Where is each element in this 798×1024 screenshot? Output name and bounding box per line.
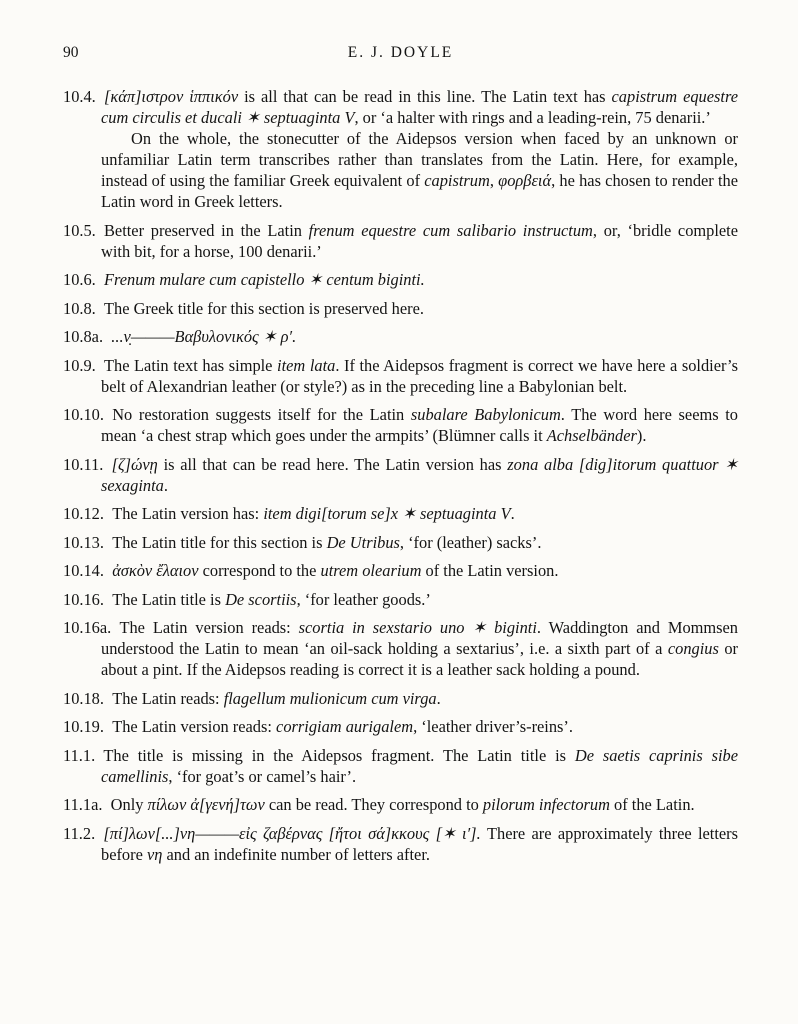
entry-text-italic: [κάπ]ιστρον ἱππικόν (103, 87, 239, 106)
entry-label: 11.2. (63, 823, 96, 843)
entry-text: is all that can be read in this line. The Latin text has (238, 87, 612, 106)
entry-label: 10.11. (63, 454, 104, 474)
entry-text: , ‘for leather goods.’ (296, 589, 431, 609)
entry-text-italic: Frenum mulare cum capistello ✶ centum biginti. (103, 270, 425, 289)
entry-text: , ‘for (leather) sacks’. (399, 532, 542, 552)
entry-paragraph (63, 617, 738, 680)
entry-text: of the Latin. (609, 795, 695, 814)
entry-paragraph (63, 298, 738, 319)
entry-label: 10.18. (63, 688, 104, 708)
entry-text: , or ‘a halter with rings and a leading-rein, 75 denarii.’ (354, 108, 711, 127)
entry-text-italic: corrigiam aurigalem (276, 717, 414, 736)
entry-label: 10.5. (63, 220, 96, 240)
entry-text: of the Latin version. (421, 561, 559, 580)
entry-text-italic: [ζ]ώνῃ (111, 454, 158, 474)
entry-text-italic: pilorum infectorum (482, 795, 610, 814)
entry-text: No restoration suggests itself for the Latin (112, 405, 411, 424)
page-number: 90 (63, 44, 79, 61)
entry-text-italic: scortia in sexstario uno ✶ biginti (298, 618, 537, 637)
entry-paragraph (63, 823, 738, 865)
entry-text: The Greek title for this section is preserved here. (103, 298, 424, 318)
entry-label: 10.16. (63, 589, 104, 609)
entry-text: The Latin version has: (112, 504, 264, 523)
entry-text: , he has chosen to render the Latin word in Greek letters. (101, 171, 738, 211)
entry-text-italic: flagellum mulionicum cum virga (223, 688, 437, 708)
entry-text: can be read. They correspond to (264, 795, 483, 814)
entry-text-italic: [πί]λων[...]νη———εἰς ζαβέρνας [ἤτοι σά]κκους [✶ ι′]. (103, 823, 481, 843)
entry-paragraph (63, 128, 738, 212)
entry-text: correspond to the (198, 561, 321, 580)
entry-text: or about a pint. If the Aidepsos reading is correct it is a leather sack holding a pound. (101, 639, 738, 679)
entry-label: 10.13. (63, 532, 104, 552)
entry-label: 10.16a. (63, 618, 112, 637)
entry-label: 10.14. (63, 561, 104, 580)
entry-text: The Latin reads: (112, 688, 224, 708)
entry-paragraph (63, 503, 738, 524)
entry-text-italic: congius (667, 639, 719, 658)
entry-text-italic: frenum equestre cum salibario instructum (308, 220, 593, 240)
entry-text: , ‘for goat’s or camel’s hair’. (168, 766, 357, 786)
entry-paragraph (63, 220, 738, 262)
entry-label: 10.6. (63, 270, 96, 289)
entry-paragraph (63, 86, 738, 128)
entry-text: The Latin version reads: (112, 717, 277, 736)
entry-text-italic: item lata (277, 355, 336, 375)
entry-text: . The word here seems to mean ‘a chest strap which goes under the armpits’ (Blümner calls it (101, 405, 738, 445)
entry-text-italic: Achselbänder (546, 426, 637, 445)
entry-paragraph (63, 745, 738, 787)
entry-paragraph (63, 688, 738, 709)
entry-label: 10.8a. (63, 327, 104, 346)
entry-label: 10.19. (63, 717, 104, 736)
entry-text-italic: capistrum (424, 171, 490, 190)
entry-paragraph (63, 454, 738, 496)
entry-paragraph (63, 589, 738, 610)
entry-text-italic: πίλων ἀ[γενή]των (147, 795, 265, 814)
entry-paragraph (63, 794, 738, 815)
entry-text-italic: zona alba [dig]itorum quattuor ✶ sexaginta (101, 454, 739, 495)
entry-text-italic: utrem olearium (320, 561, 422, 580)
entry-text-italic: subalare Babylonicum (410, 405, 561, 424)
entry-text-italic: capistrum equestre cum circulis et ducali ✶ septuaginta V (101, 87, 738, 127)
entry-text-italic: De saetis caprinis sibe camellinis (101, 745, 738, 786)
entry-text: On the whole, the stonecutter of the Aidepsos version when faced by an unknown or unfamiliar Latin term transcribes rather than translates from the Latin. Here, for example, instead of using the familiar Greek equivalent of (101, 129, 738, 190)
entry-text: The Latin title for this section is (112, 532, 327, 552)
entry-text-italic: De Utribus (326, 532, 400, 552)
entry-label: 10.10. (63, 405, 104, 424)
page-header (63, 42, 738, 64)
entry-text-italic: νη (146, 844, 163, 864)
entry-text: . If the Aidepsos fragment is correct we have here a soldier’s belt of Alexandrian leather (or style?) as in the preceding line a Babylonian belt. (101, 355, 738, 396)
entry-paragraph (63, 560, 738, 581)
entry-text: is all that can be read here. The Latin version has (157, 454, 508, 474)
entry-text: The Latin text has simple (103, 355, 278, 375)
entry-text: ). (636, 426, 647, 445)
entry-text: Only (110, 795, 148, 814)
entry-text: There are approximately three letters before (101, 823, 738, 864)
entry-text: Better preserved in the Latin (103, 220, 309, 240)
entry-text-italic: ...ν̣———Βαβυλονικός ✶ ρ′. (111, 327, 297, 346)
entry-text: . Waddington and Mommsen understood the Latin to mean ‘an oil-sack holding a sextarius’, i.e. a sixth part of a (101, 618, 738, 658)
entry-text: , (489, 171, 499, 190)
entry-label: 11.1a. (63, 795, 103, 814)
entry-paragraph (63, 404, 738, 446)
running-head: E. J. DOYLE (347, 44, 454, 61)
entries (63, 86, 738, 865)
entry-paragraph (63, 269, 738, 290)
entry-text: . (163, 475, 168, 495)
entry-label: 10.4. (63, 87, 96, 106)
entry-paragraph (63, 355, 738, 397)
entry-text: . (510, 504, 515, 523)
entry-text-italic: ἀσκὸν ἔλαιον (112, 561, 199, 580)
entry-text-italic: item digi[torum se]x ✶ septuaginta V (263, 504, 511, 523)
entry-text: The title is missing in the Aidepsos fragment. The Latin title is (103, 745, 575, 765)
entry-label: 11.1. (63, 745, 96, 765)
entry-text: , ‘leather driver’s-reins’. (413, 717, 573, 736)
entry-text: The Latin version reads: (119, 618, 299, 637)
entry-paragraph (63, 716, 738, 737)
entry-label: 10.9. (63, 355, 96, 375)
entry-paragraph (63, 326, 738, 347)
entry-text-italic: φορβειά (498, 171, 552, 190)
entry-paragraph (63, 532, 738, 553)
entry-text-italic: De scortiis (225, 589, 297, 609)
entry-text: , or, ‘bridle complete with bit, for a horse, 100 denarii.’ (101, 220, 739, 261)
entry-text: . (436, 688, 441, 708)
entry-label: 10.12. (63, 504, 104, 523)
entry-text: The Latin title is (112, 589, 226, 609)
entry-text: and an indefinite number of letters after. (162, 844, 430, 864)
entry-label: 10.8. (63, 298, 96, 318)
